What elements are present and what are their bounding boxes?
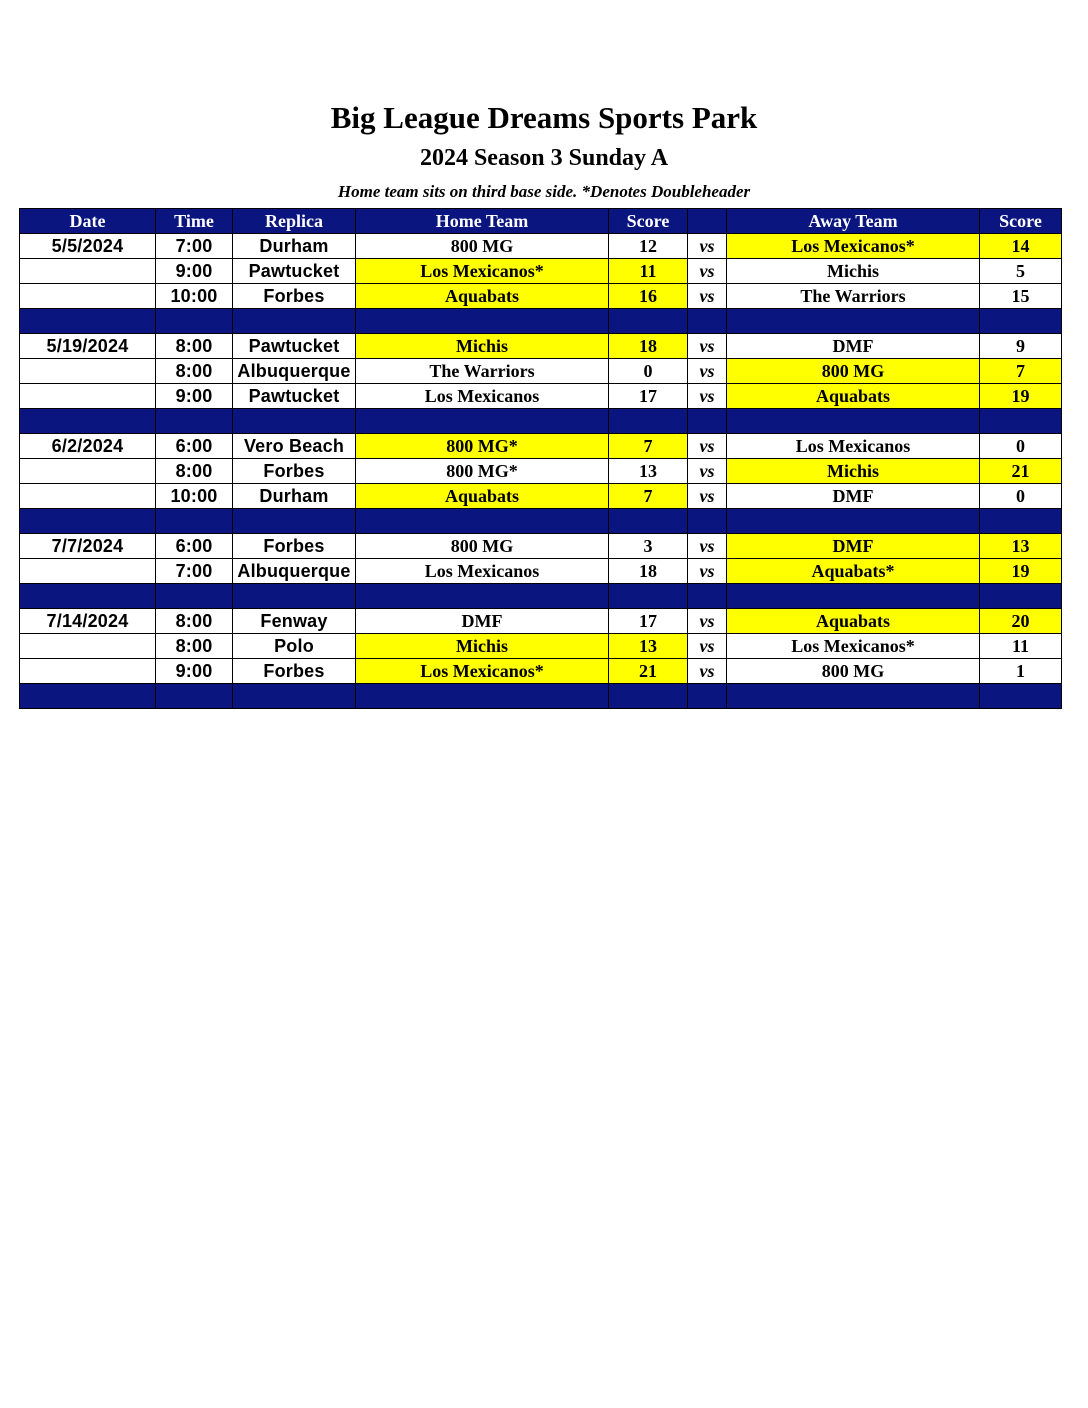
date-cell [20,284,156,309]
week-separator-row [20,509,1062,534]
game-row [20,459,1062,484]
date-cell [20,484,156,509]
date-cell [20,559,156,584]
game-row [20,334,1062,359]
date-cell [20,359,156,384]
time-cell: 9:00 [156,259,233,284]
home-team-cell: Los Mexicanos [356,559,609,584]
separator-cell [20,684,156,709]
separator-cell [727,409,980,434]
time-cell: 10:00 [156,284,233,309]
away-score-cell: 9 [980,334,1062,359]
separator-cell [356,584,609,609]
time-cell: 8:00 [156,634,233,659]
separator-cell [609,509,688,534]
replica-cell: Forbes [233,459,356,484]
date-cell: 7/14/2024 [20,609,156,634]
separator-cell [156,309,233,334]
replica-cell: Albuquerque [233,559,356,584]
away-score-cell: 19 [980,384,1062,409]
vs-cell: vs [688,384,727,409]
date-cell: 5/19/2024 [20,334,156,359]
separator-cell [727,509,980,534]
separator-cell [688,584,727,609]
separator-cell [609,684,688,709]
away-score-cell: 5 [980,259,1062,284]
away-team-cell: Los Mexicanos [727,434,980,459]
vs-cell: vs [688,259,727,284]
game-row [20,259,1062,284]
home-team-cell: The Warriors [356,359,609,384]
replica-cell: Vero Beach [233,434,356,459]
date-cell: 7/7/2024 [20,534,156,559]
home-score-cell: 13 [609,459,688,484]
time-cell: 8:00 [156,609,233,634]
separator-cell [727,684,980,709]
schedule-note: Home team sits on third base side. *Denotes Doubleheader [337,182,751,201]
separator-cell [20,309,156,334]
separator-cell [356,309,609,334]
away-team-cell: DMF [727,334,980,359]
separator-cell [356,509,609,534]
home-score-cell: 18 [609,334,688,359]
vs-cell: vs [688,334,727,359]
separator-cell [233,584,356,609]
away-score-cell: 0 [980,484,1062,509]
game-row [20,534,1062,559]
away-team-cell: Michis [727,459,980,484]
away-score-cell: 11 [980,634,1062,659]
col-header-vs [688,209,727,234]
replica-cell: Pawtucket [233,259,356,284]
home-score-cell: 7 [609,484,688,509]
away-score-cell: 19 [980,559,1062,584]
col-header-home-score: Score [609,209,688,234]
col-header-home-team: Home Team [356,209,609,234]
date-cell [20,634,156,659]
away-score-cell: 14 [980,234,1062,259]
separator-cell [980,584,1062,609]
home-team-cell: Aquabats [356,484,609,509]
home-score-cell: 18 [609,559,688,584]
replica-cell: Pawtucket [233,384,356,409]
vs-cell: vs [688,484,727,509]
time-cell: 8:00 [156,334,233,359]
time-cell: 9:00 [156,384,233,409]
home-score-cell: 11 [609,259,688,284]
away-team-cell: DMF [727,534,980,559]
replica-cell: Durham [233,484,356,509]
home-score-cell: 12 [609,234,688,259]
home-team-cell: Los Mexicanos* [356,259,609,284]
replica-cell: Forbes [233,534,356,559]
separator-cell [233,309,356,334]
separator-cell [980,684,1062,709]
separator-cell [233,509,356,534]
week-separator-row [20,309,1062,334]
date-cell [20,459,156,484]
game-row [20,434,1062,459]
away-team-cell: Los Mexicanos* [727,234,980,259]
game-row [20,284,1062,309]
home-team-cell: 800 MG* [356,434,609,459]
replica-cell: Albuquerque [233,359,356,384]
game-row [20,484,1062,509]
col-header-time: Time [156,209,233,234]
col-header-away-score: Score [980,209,1062,234]
date-cell: 6/2/2024 [20,434,156,459]
vs-cell: vs [688,359,727,384]
away-score-cell: 21 [980,459,1062,484]
home-score-cell: 17 [609,384,688,409]
time-cell: 8:00 [156,459,233,484]
game-row [20,384,1062,409]
date-cell [20,659,156,684]
separator-cell [980,309,1062,334]
home-team-cell: Los Mexicanos [356,384,609,409]
time-cell: 9:00 [156,659,233,684]
home-team-cell: Los Mexicanos* [356,659,609,684]
separator-cell [688,409,727,434]
week-separator-row [20,409,1062,434]
away-team-cell: Aquabats [727,609,980,634]
week-separator-row [20,584,1062,609]
home-team-cell: 800 MG [356,234,609,259]
separator-cell [233,409,356,434]
col-header-date: Date [20,209,156,234]
replica-cell: Pawtucket [233,334,356,359]
away-team-cell: DMF [727,484,980,509]
week-separator-row [20,684,1062,709]
time-cell: 8:00 [156,359,233,384]
replica-cell: Fenway [233,609,356,634]
vs-cell: vs [688,609,727,634]
home-team-cell: 800 MG* [356,459,609,484]
replica-cell: Forbes [233,284,356,309]
time-cell: 10:00 [156,484,233,509]
time-cell: 6:00 [156,534,233,559]
separator-cell [980,409,1062,434]
separator-cell [356,409,609,434]
page-subtitle: 2024 Season 3 Sunday A [419,145,669,171]
separator-cell [727,584,980,609]
home-score-cell: 16 [609,284,688,309]
home-team-cell: 800 MG [356,534,609,559]
home-score-cell: 21 [609,659,688,684]
game-row [20,609,1062,634]
separator-cell [356,684,609,709]
home-score-cell: 3 [609,534,688,559]
away-score-cell: 15 [980,284,1062,309]
away-team-cell: Los Mexicanos* [727,634,980,659]
game-row [20,659,1062,684]
vs-cell: vs [688,634,727,659]
date-cell [20,384,156,409]
separator-cell [688,684,727,709]
home-team-cell: Michis [356,634,609,659]
separator-cell [20,584,156,609]
schedule-body [20,234,1062,709]
col-header-away-team: Away Team [727,209,980,234]
separator-cell [20,509,156,534]
replica-cell: Forbes [233,659,356,684]
vs-cell: vs [688,234,727,259]
away-team-cell: 800 MG [727,359,980,384]
separator-cell [609,584,688,609]
separator-cell [609,409,688,434]
separator-cell [156,684,233,709]
game-row [20,234,1062,259]
schedule-table [19,208,1062,709]
separator-cell [156,409,233,434]
separator-cell [156,509,233,534]
away-team-cell: Aquabats [727,384,980,409]
home-score-cell: 0 [609,359,688,384]
game-row [20,634,1062,659]
home-score-cell: 7 [609,434,688,459]
away-team-cell: Aquabats* [727,559,980,584]
home-team-cell: Aquabats [356,284,609,309]
time-cell: 7:00 [156,234,233,259]
home-score-cell: 13 [609,634,688,659]
replica-cell: Polo [233,634,356,659]
game-row [20,359,1062,384]
away-score-cell: 13 [980,534,1062,559]
col-header-replica: Replica [233,209,356,234]
separator-cell [20,409,156,434]
away-score-cell: 0 [980,434,1062,459]
vs-cell: vs [688,559,727,584]
away-team-cell: The Warriors [727,284,980,309]
separator-cell [156,584,233,609]
date-cell: 5/5/2024 [20,234,156,259]
away-team-cell: 800 MG [727,659,980,684]
vs-cell: vs [688,659,727,684]
vs-cell: vs [688,459,727,484]
separator-cell [688,509,727,534]
replica-cell: Durham [233,234,356,259]
header-row [20,209,1062,234]
vs-cell: vs [688,534,727,559]
separator-cell [688,309,727,334]
time-cell: 6:00 [156,434,233,459]
home-team-cell: DMF [356,609,609,634]
time-cell: 7:00 [156,559,233,584]
away-team-cell: Michis [727,259,980,284]
separator-cell [980,509,1062,534]
separator-cell [233,684,356,709]
away-score-cell: 20 [980,609,1062,634]
vs-cell: vs [688,284,727,309]
home-score-cell: 17 [609,609,688,634]
vs-cell: vs [688,434,727,459]
page-title: Big League Dreams Sports Park [330,100,758,135]
separator-cell [609,309,688,334]
home-team-cell: Michis [356,334,609,359]
away-score-cell: 7 [980,359,1062,384]
game-row [20,559,1062,584]
away-score-cell: 1 [980,659,1062,684]
separator-cell [727,309,980,334]
date-cell [20,259,156,284]
